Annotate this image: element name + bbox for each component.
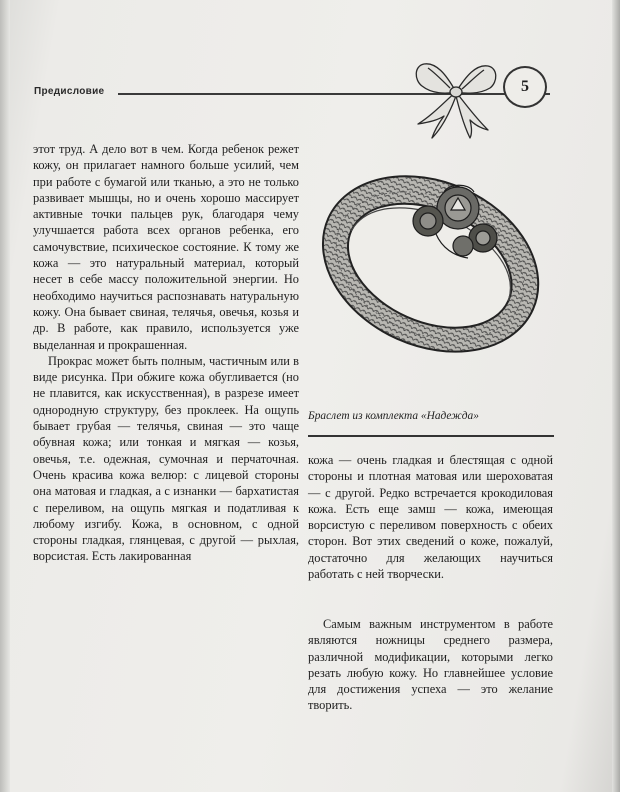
paragraph: Прокрас может быть полным, частичным или в виде рисунка. При обжиге кожа обугливается (но не плавится, как искусственная), в разрезе имеет однородную структуру, без проклеек. На ощупь бывает грубая — телячья, свиная — это чаще обувная кожа; или тонкая и мягкая — козья, овечья, т.е. одежная, сумочная и перчаточная. Очень красива кожа велюр: с лицевой стороны она матовая и гладкая, а с изнанки — бархатистая с переливом, на ощупь мягкая и податливая к любому изгибу. Кожа, в основном, с одной стороны гладкая, глянцевая, с другой — рыхлая, ворсистая. Есть лакированная xyxy=(33,353,299,564)
paragraph: Самым важным инструментом в работе являются ножницы среднего размера, различной модификации, которыми легко резать любую кожу. Но главнейшее условие для достижения успеха — это желание творить. xyxy=(308,617,553,713)
right-column-paragraph-1 xyxy=(308,452,553,582)
right-column-paragraph-2 xyxy=(308,616,553,714)
running-title: Предисловие xyxy=(34,86,105,97)
page-edge-shadow-left xyxy=(0,0,10,792)
paragraph-continuation: кожа — очень гладкая и блестящая с одной стороны и плотная матовая или шероховатая — с другой. Редко встречается крокодиловая кожа. Есть еще замш — кожа, имеющая ворсистую с переливом поверхность с обеих сторон. Вот этих сведений о коже, пожалуй, достаточно для желающих научиться работать с ней творчески. xyxy=(308,453,553,582)
paragraph-continuation: этот труд. А дело вот в чем. Когда ребенок режет кожу, он прилагает намного больше усилий, чем при работе с бумагой или тканью, а это не только развивает мышцы, но и очень хорошо массирует активные точки пальцев рук, благодаря чему улучшается работа всех органов ребенка, его самочувствие, психическое состояние. К тому же кожа — это натуральный материал, который несет в себе массу положительной энергии. Но необходимо научиться распознавать натуральную кожу. Она бывает свиная, телячья, овечья, козья и др. В работе, как правило, используется уже выделанная и прокрашенная. xyxy=(33,142,299,352)
left-column xyxy=(33,141,299,565)
page-edge-shadow-right xyxy=(612,0,620,792)
page-number: 5 xyxy=(503,66,547,108)
illustration-caption: Браслет из комплекта «Надежда» xyxy=(308,410,479,422)
bracelet-illustration xyxy=(308,126,554,401)
caption-rule xyxy=(308,435,554,437)
